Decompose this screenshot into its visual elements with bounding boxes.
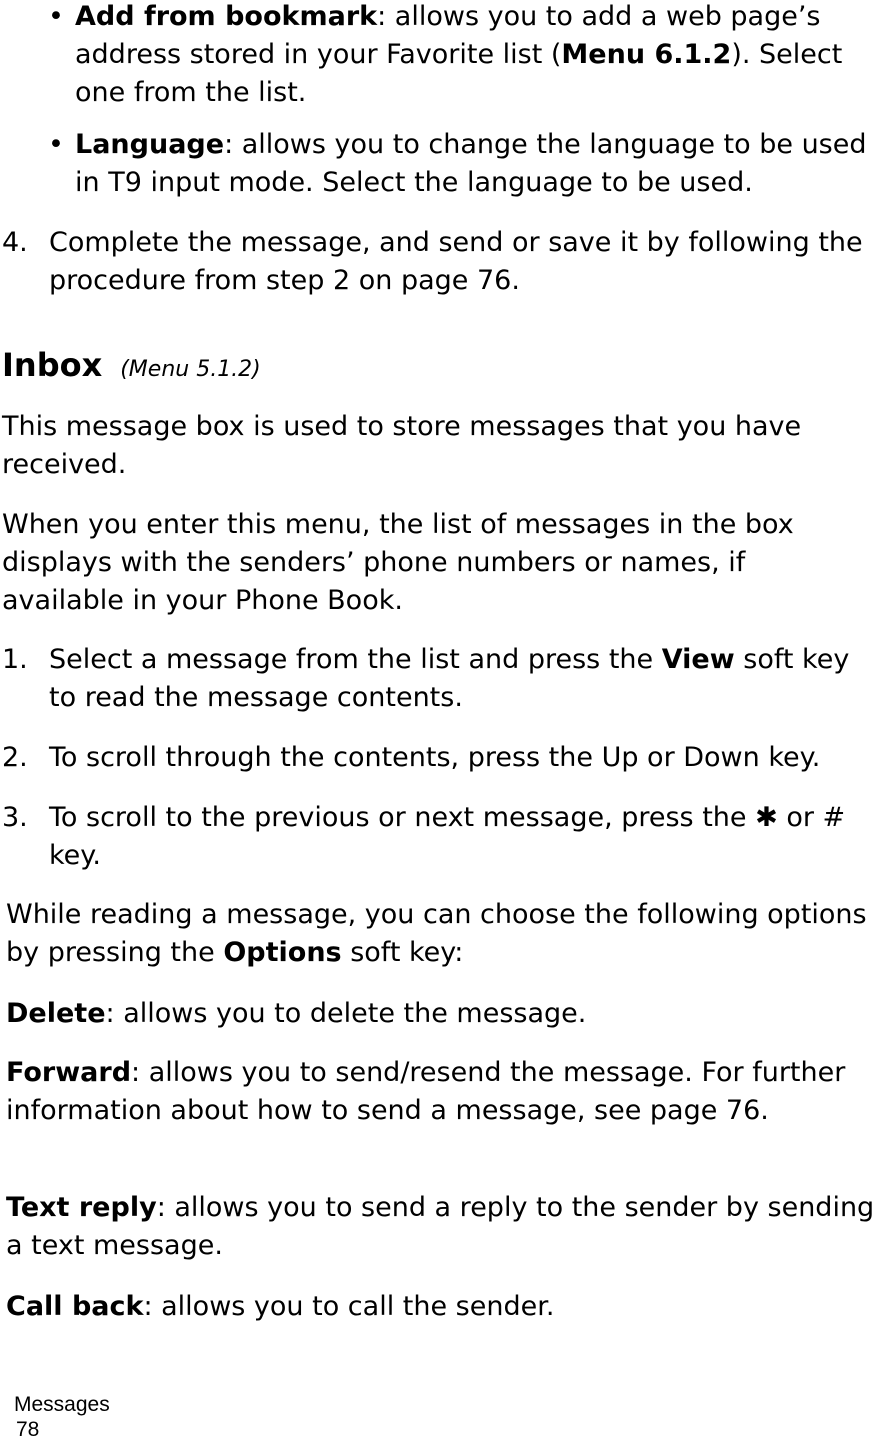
section-menu-ref: (Menu 5.1.2) xyxy=(120,357,261,382)
option-description: : allows you to call the sender. xyxy=(143,1291,555,1322)
option-description: : allows you to add a web page’s address stored in your Favorite list ( xyxy=(75,1,821,70)
option-description: : allows you to delete the message. xyxy=(105,998,587,1029)
step-3 xyxy=(2,799,882,875)
page-footer xyxy=(14,1392,110,1442)
step-number: 1. xyxy=(2,644,28,675)
step-text: Select a message from the list and press the xyxy=(49,644,662,675)
step-text: or xyxy=(777,802,823,833)
star-key-icon: ✱ xyxy=(755,802,778,833)
bullet-add-from-bookmark xyxy=(48,0,878,112)
option-term: Text reply xyxy=(6,1192,157,1223)
step-2 xyxy=(2,739,882,777)
bullet-dot: • xyxy=(48,129,64,160)
footer-section-name: Messages xyxy=(14,1393,110,1416)
step-4 xyxy=(2,224,882,300)
option-description: ). Select one from the list. xyxy=(75,39,843,108)
section-title: Inbox xyxy=(2,346,103,384)
option-call-back xyxy=(6,1288,876,1326)
enter-paragraph: When you enter this menu, the list of messages in the box displays with the senders’ phone numbers or names, if available in your Phone Book. xyxy=(2,509,794,616)
step-number: 3. xyxy=(2,802,28,833)
step-text: To scroll through the contents, press the Up or Down key. xyxy=(49,742,821,773)
intro-paragraph: This message box is used to store messages that you have received. xyxy=(2,411,802,480)
bullet-language xyxy=(48,126,878,202)
step-text: To scroll to the previous or next message, press the xyxy=(49,802,756,833)
option-term: Add from bookmark xyxy=(75,1,378,32)
option-description: : allows you to send/resend the message. For further information about how to send a message, see page 76. xyxy=(6,1057,846,1126)
step-text: soft key to read the message contents. xyxy=(49,644,850,713)
step-number: 2. xyxy=(2,742,28,773)
options-intro: While reading a message, you can choose the following options by pressing the Options soft key: xyxy=(6,899,867,968)
hash-key-icon: # xyxy=(822,802,846,833)
soft-key-name: Options xyxy=(223,937,342,968)
section-heading xyxy=(2,345,261,390)
step-text: Complete the message, and send or save it by following the procedure from step 2 on page 76. xyxy=(49,227,863,296)
option-description: : allows you to send a reply to the sender by sending a text message. xyxy=(6,1192,875,1261)
menu-reference: Menu 6.1.2 xyxy=(561,39,732,70)
soft-key-name: View xyxy=(661,644,735,675)
option-description: : allows you to change the language to be used in T9 input mode. Select the language to be used. xyxy=(75,129,867,198)
option-delete xyxy=(6,995,876,1033)
option-text-reply xyxy=(6,1189,876,1265)
page-number: 78 xyxy=(16,1418,40,1441)
step-number: 4. xyxy=(2,227,28,258)
option-forward xyxy=(6,1054,876,1130)
option-term: Language xyxy=(75,129,225,160)
step-text: key. xyxy=(49,840,101,871)
option-term: Forward xyxy=(6,1057,132,1088)
option-term: Delete xyxy=(6,998,106,1029)
step-1 xyxy=(2,641,882,717)
option-term: Call back xyxy=(6,1291,144,1322)
bullet-dot: • xyxy=(48,1,64,32)
